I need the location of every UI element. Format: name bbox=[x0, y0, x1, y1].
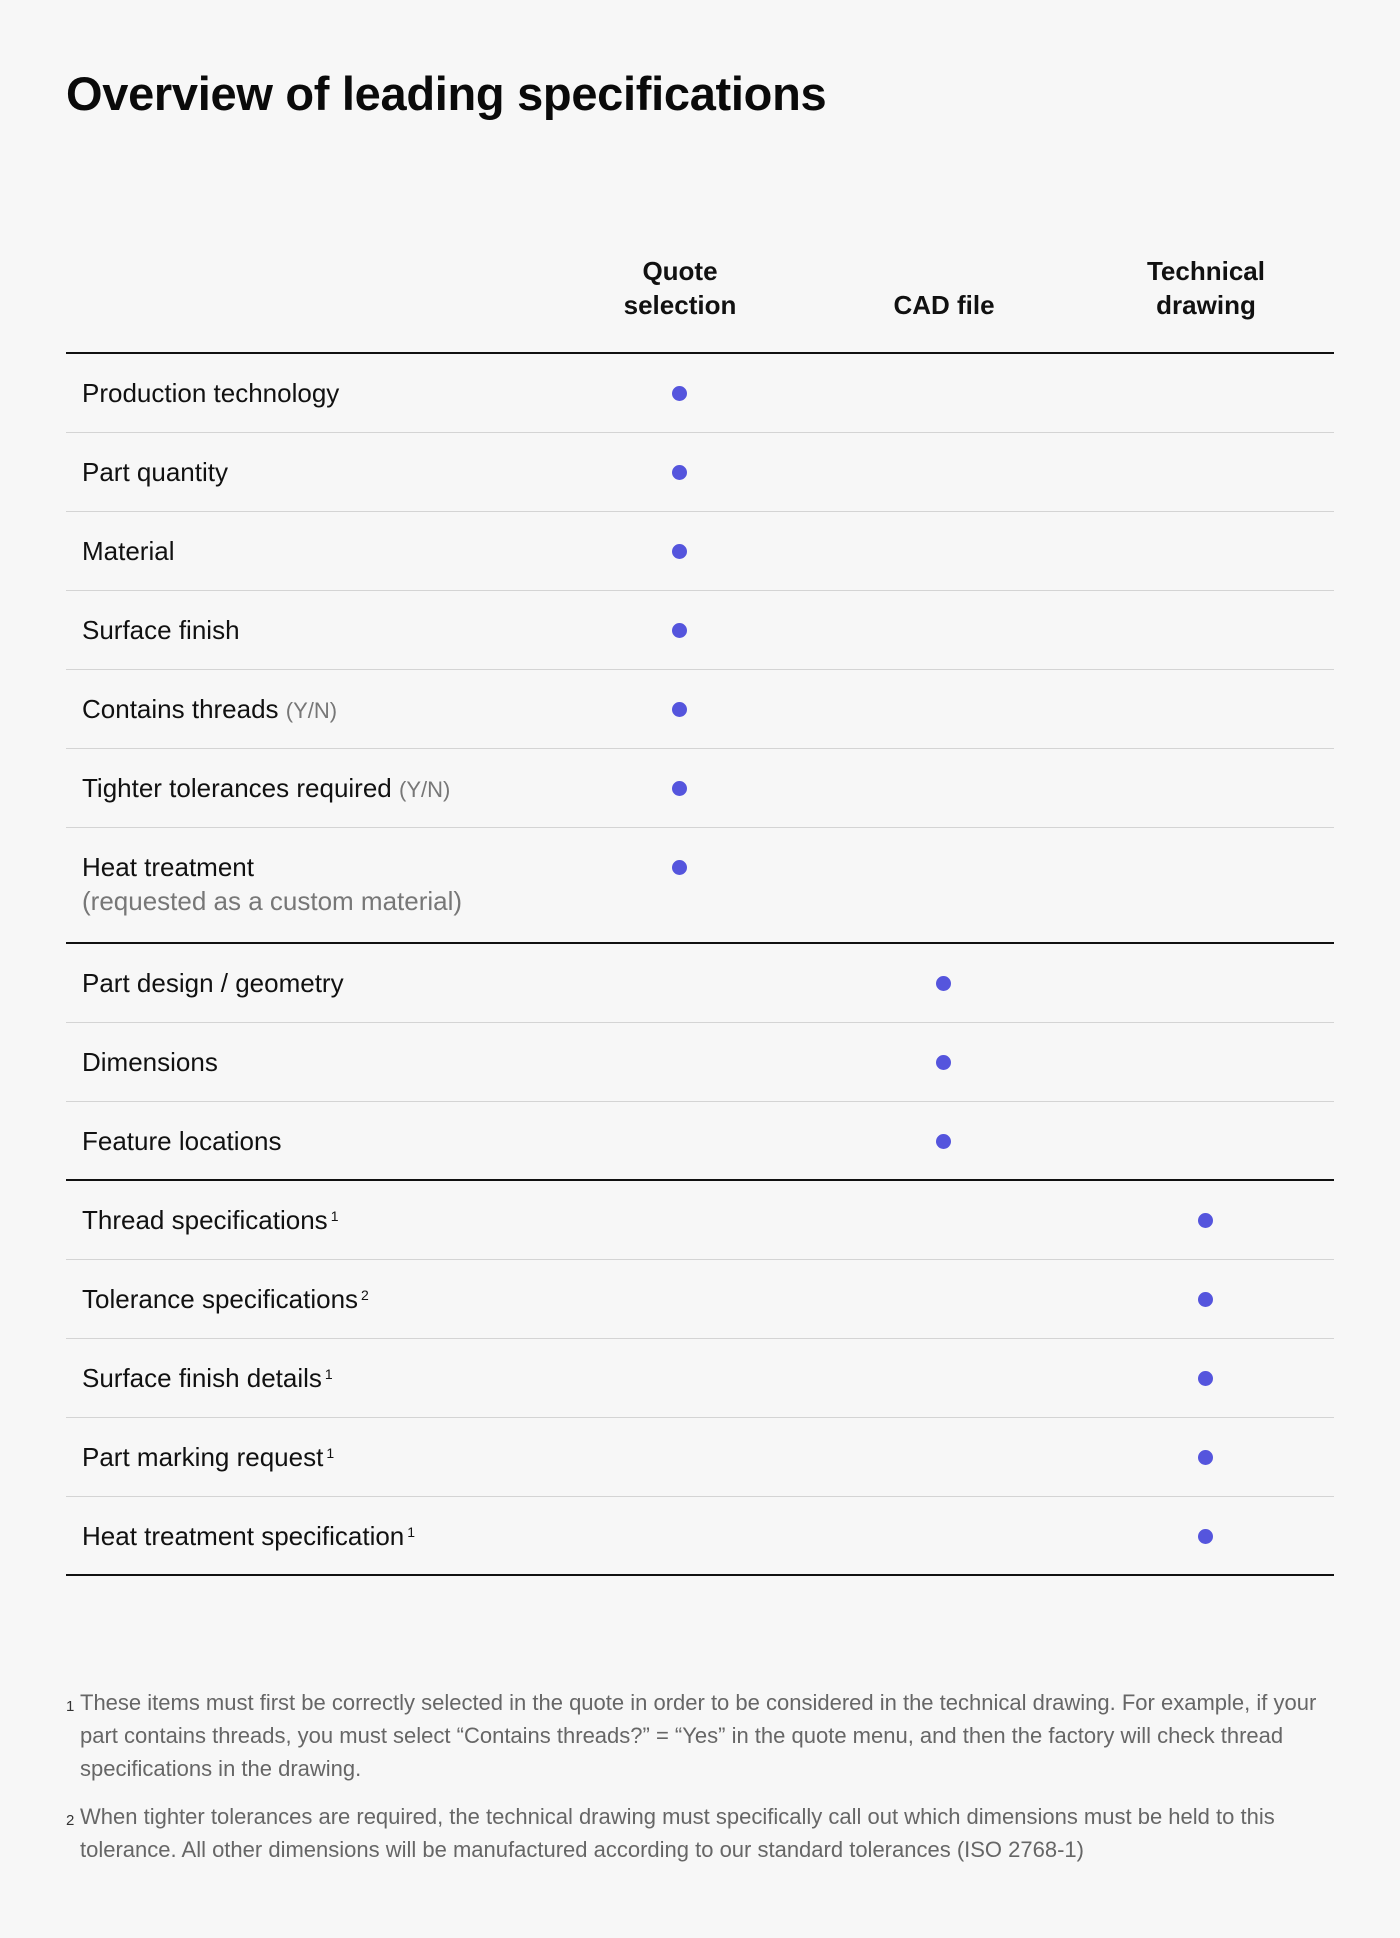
dot-marker-quote bbox=[672, 781, 687, 796]
row-label-text: Tighter tolerances required bbox=[82, 773, 392, 803]
row-label bbox=[82, 1361, 333, 1395]
row-label-text: Heat treatment bbox=[82, 852, 254, 882]
dot-marker-drawing bbox=[1198, 1529, 1213, 1544]
footnote-reference: 1 bbox=[330, 1208, 339, 1224]
row-label bbox=[82, 1203, 338, 1237]
footnotes bbox=[66, 1686, 1334, 1881]
table-row bbox=[66, 828, 1334, 944]
row-label-text: Tolerance specifications bbox=[82, 1284, 359, 1314]
column-header-drawing-line2: drawing bbox=[1156, 290, 1256, 320]
footnote-reference: 1 bbox=[407, 1524, 416, 1540]
row-label bbox=[82, 1440, 334, 1474]
table-row bbox=[66, 1497, 1334, 1576]
column-header-cad-file bbox=[844, 252, 1044, 322]
row-label bbox=[82, 1519, 415, 1553]
column-header-cad-label: CAD file bbox=[893, 290, 995, 320]
row-label-text: Thread specifications bbox=[82, 1205, 328, 1235]
footnote-number: 1 bbox=[66, 1698, 75, 1715]
table-row bbox=[66, 1339, 1334, 1418]
row-label-text: Material bbox=[82, 536, 175, 566]
dot-marker-quote bbox=[672, 465, 687, 480]
table-row bbox=[66, 591, 1334, 670]
table-row bbox=[66, 670, 1334, 749]
row-label bbox=[82, 1045, 218, 1079]
dot-marker-cad bbox=[936, 976, 951, 991]
table-row bbox=[66, 1418, 1334, 1497]
table-header bbox=[66, 252, 1334, 352]
table-row bbox=[66, 1260, 1334, 1339]
row-label bbox=[82, 966, 344, 1000]
column-header-technical-drawing bbox=[1106, 252, 1306, 322]
dot-marker-cad bbox=[936, 1055, 951, 1070]
row-label bbox=[82, 613, 240, 647]
row-sublabel: (requested as a custom material) bbox=[82, 886, 463, 916]
dot-marker-drawing bbox=[1198, 1450, 1213, 1465]
dot-marker-quote bbox=[672, 386, 687, 401]
row-label bbox=[82, 692, 337, 728]
dot-marker-cad bbox=[936, 1134, 951, 1149]
table-row bbox=[66, 1181, 1334, 1260]
table-row bbox=[66, 944, 1334, 1023]
footnote-reference: 2 bbox=[361, 1287, 369, 1303]
dot-marker-quote bbox=[672, 860, 687, 875]
row-label-text: Part quantity bbox=[82, 457, 228, 487]
row-label bbox=[82, 376, 339, 410]
column-header-drawing-line1: Technical bbox=[1146, 256, 1265, 286]
specification-table bbox=[66, 352, 1334, 1576]
footnote-reference: 1 bbox=[324, 1366, 333, 1382]
row-label bbox=[82, 850, 462, 918]
row-note: (Y/N) bbox=[285, 698, 338, 723]
footnote bbox=[66, 1686, 1334, 1785]
row-label-text: Dimensions bbox=[82, 1047, 218, 1077]
table-row bbox=[66, 512, 1334, 591]
row-label-text: Surface finish bbox=[82, 615, 240, 645]
footnote-text: These items must first be correctly selected in the quote in order to be considered in the technical drawing. For example, if your part contains threads, you must select “Contains threads?” = “Yes” in the quote menu, and then the factory will check thread specifications in the drawing. bbox=[80, 1690, 1317, 1781]
footnote-number: 2 bbox=[66, 1812, 75, 1829]
table-row bbox=[66, 749, 1334, 828]
row-label bbox=[82, 771, 450, 807]
row-label-text: Feature locations bbox=[82, 1126, 282, 1156]
row-label bbox=[82, 455, 228, 489]
table-row bbox=[66, 354, 1334, 433]
row-label-text: Contains threads bbox=[82, 694, 279, 724]
dot-marker-drawing bbox=[1198, 1371, 1213, 1386]
dot-marker-quote bbox=[672, 544, 687, 559]
table-row bbox=[66, 433, 1334, 512]
column-header-quote-line2: selection bbox=[623, 290, 737, 320]
dot-marker-quote bbox=[672, 702, 687, 717]
column-header-quote-line1: Quote bbox=[642, 256, 718, 286]
column-header-quote-selection bbox=[580, 252, 780, 322]
row-note: (Y/N) bbox=[399, 777, 451, 802]
row-label-text: Part marking request bbox=[82, 1442, 324, 1472]
dot-marker-drawing bbox=[1198, 1213, 1213, 1228]
row-label-text: Surface finish details bbox=[82, 1363, 322, 1393]
table-row bbox=[66, 1102, 1334, 1181]
table-row bbox=[66, 1023, 1334, 1102]
dot-marker-quote bbox=[672, 623, 687, 638]
row-label-text: Part design / geometry bbox=[82, 968, 344, 998]
dot-marker-drawing bbox=[1198, 1292, 1213, 1307]
row-label bbox=[82, 1282, 369, 1316]
row-label-text: Heat treatment specification bbox=[82, 1521, 405, 1551]
row-label bbox=[82, 1124, 281, 1158]
page-title: Overview of leading specifications bbox=[66, 67, 827, 120]
footnote bbox=[66, 1800, 1334, 1866]
row-label-text: Production technology bbox=[82, 378, 340, 408]
row-label bbox=[82, 534, 174, 568]
footnote-text: When tighter tolerances are required, the technical drawing must specifically call out which dimensions must be held to this tolerance. All other dimensions will be manufactured according to our standard tolerances (ISO 2768-1) bbox=[80, 1804, 1275, 1862]
footnote-reference: 1 bbox=[326, 1445, 335, 1461]
